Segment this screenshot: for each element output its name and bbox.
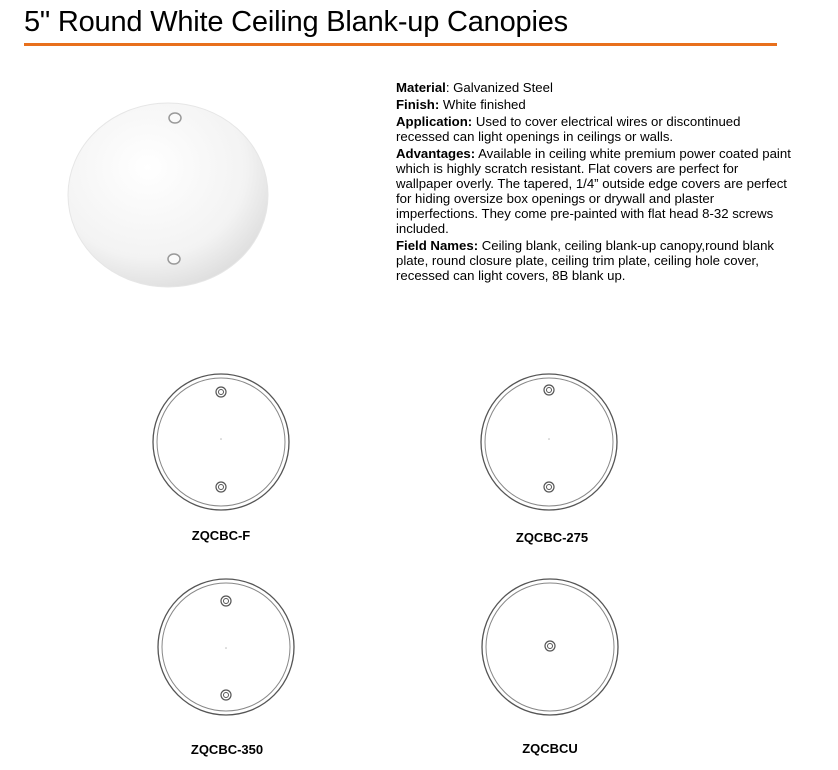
page-title: 5" Round White Ceiling Blank-up Canopies [24,6,568,38]
screw-hole-top [169,113,181,123]
spec-advantages: Advantages: Available in ceiling white premium power coated paint which is highly scratch resistant. Flat covers are perfect for wallpaper overly. The tapered, 1/4” outside edge covers are perfect for hiding oversize box openings or drywall and plaster imperfections. They come pre-painted with flat head 8-32 screws included. [396,146,791,236]
model-label: ZQCBC-F [191,528,251,543]
spec-application: Application: Used to cover electrical wires or discontinued recessed can light openings in ceilings or walls. [396,114,741,144]
drawing-zqcbc-350 [155,576,297,718]
drawing-zqcbc-275 [478,371,620,513]
spec-finish: Finish: White finished [396,97,526,112]
model-label: ZQCBC-350 [190,742,264,757]
screw-hole-bottom [168,254,180,264]
drawing-zqcbcu [479,576,621,718]
spec-material: Material: Galvanized Steel [396,80,553,95]
product-photo [62,100,272,290]
drawing-zqcbc-f [150,371,292,513]
model-label: ZQCBC-275 [515,530,589,545]
spec-field-names: Field Names: Ceiling blank, ceiling blank-up canopy,round blank plate, round closure plate, ceiling trim plate, ceiling hole cover, recessed can light covers, 8B blank up. [396,238,775,283]
title-underline [24,43,777,46]
specifications [396,80,796,285]
model-label: ZQCBCU [522,741,578,756]
